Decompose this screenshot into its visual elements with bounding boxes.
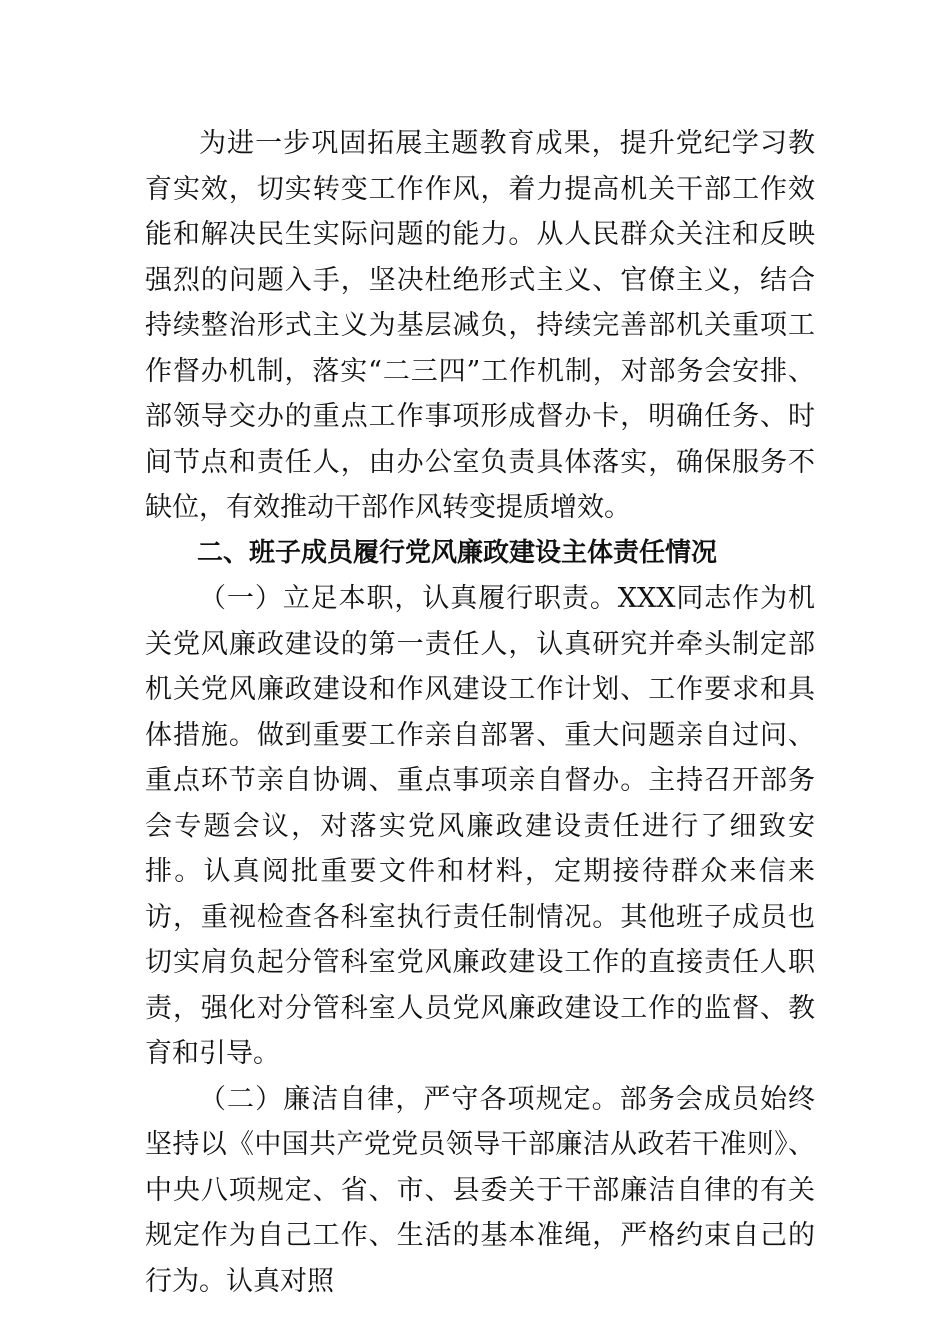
paragraph-duty-fulfillment: （一）立足本职，认真履行职责。XXX同志作为机关党风廉政建设的第一责任人，认真研究并牵头制定部机关党风廉政建设和作风建设工作计划、工作要求和具体措施。做到重要工作亲自部署、重大问题亲自过问、重点环节亲自协调、重点事项亲自督办。主持召开部务会专题会议，对落实党风廉政建设责任进行了细致安排。认真阅批重要文件和材料，定期接待群众来信来访，重视检查各科室执行责任制情况。其他班子成员也切实肩负起分管科室党风廉政建设工作的直接责任人职责，强化对分管科室人员党风廉政建设工作的监督、教育和引导。 <box>145 583 815 1069</box>
paragraph-self-discipline: （二）廉洁自律，严守各项规定。部务会成员始终坚持以《中国共产党党员领导干部廉洁从政若干准则》、中央八项规定、省、市、县委关于干部廉洁自律的有关规定作为自己工作、生活的基本准绳，严格约束自己的行为。认真对照 <box>145 1083 815 1297</box>
section-heading-2: 二、班子成员履行党风廉政建设主体责任情况 <box>197 537 718 568</box>
document-body <box>145 121 815 1304</box>
paragraph-work-style: 为进一步巩固拓展主题教育成果，提升党纪学习教育实效，切实转变工作作风，着力提高机关干部工作效能和解决民生实际问题的能力。从人民群众关注和反映强烈的问题入手，坚决杜绝形式主义、官僚主义，结合持续整治形式主义为基层减负，持续完善部机关重项工作督办机制，落实“二三四”工作机制，对部务会安排、部领导交办的重点工作事项形成督办卡，明确任务、时间节点和责任人，由办公室负责具体落实，确保服务不缺位，有效推动干部作风转变提质增效。 <box>145 128 815 523</box>
